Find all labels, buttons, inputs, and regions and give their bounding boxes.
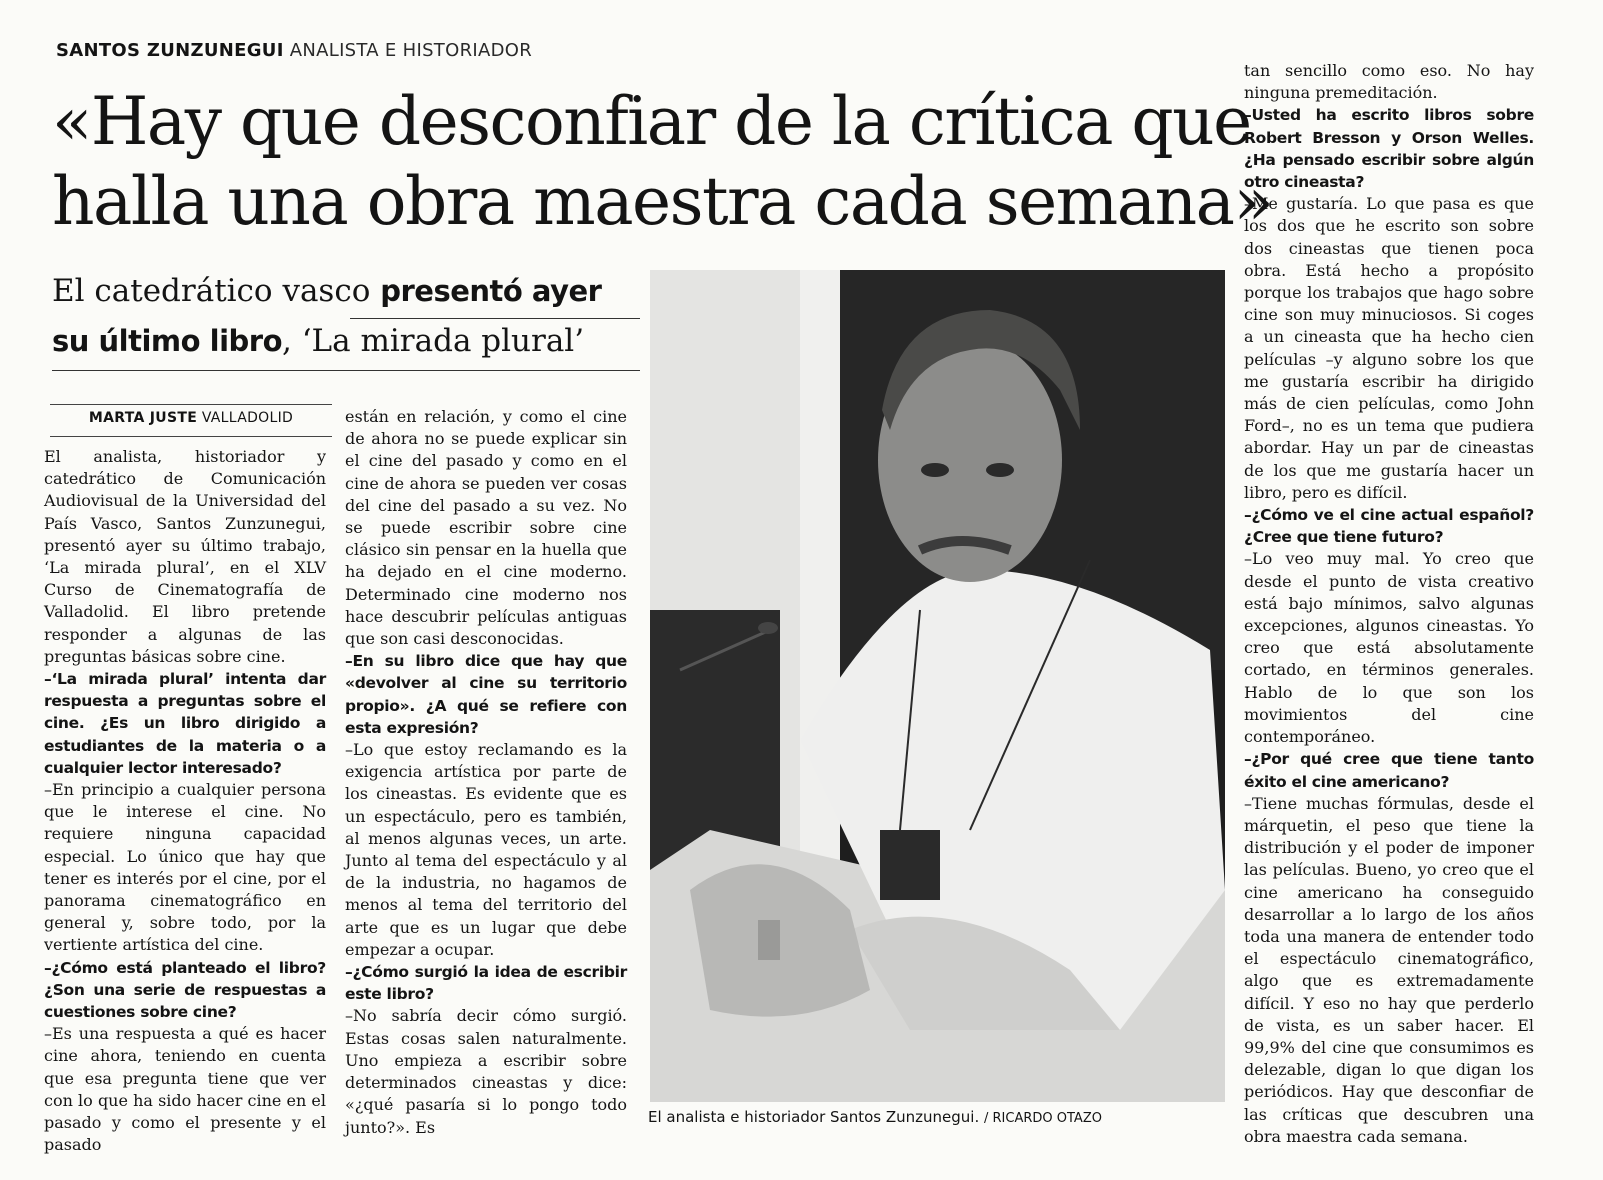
kicker-role: ANALISTA E HISTORIADOR	[289, 40, 533, 61]
subhead-divider-1	[350, 318, 640, 319]
interview-question: –¿Cómo surgió la idea de escribir este libro?	[345, 963, 627, 1004]
interview-question: –En su libro dice que hay que «devolver al cine su territorio propio». ¿A qué se refiere con esta expresión?	[345, 652, 627, 737]
photo-caption-text: El analista e historiador Santos Zunzunegui.	[648, 1108, 980, 1126]
interview-question: –¿Cómo está planteado el libro? ¿Son una serie de respuestas a cuestiones sobre cine?	[44, 958, 326, 1022]
subhead-part-3: su último libro	[52, 324, 282, 358]
article-paragraph: –Me gustaría. Lo que pasa es que los dos que he escrito son sobre dos cineastas que tienen poca obra. Está hecho a propósito porque los trabajos que hago sobre cine son muy minuciosos. Si coges a un cineasta que ha hecho cien películas –y alguno sobre los que me gustaría escribir ha dirigido más de cien películas, como John Ford–, no es un tema que pudiera abordar. Hay un par de cineastas de los que me gustaría hacer un libro, pero es difícil.	[1244, 194, 1534, 502]
byline	[50, 404, 332, 437]
headline-line-1: «Hay que desconfiar de la crítica que	[52, 83, 1251, 160]
kicker-name: SANTOS ZUNZUNEGUI	[56, 40, 284, 61]
interview-question: –¿Por qué cree que tiene tanto éxito el cine americano?	[1244, 750, 1534, 791]
article-column-1	[44, 446, 326, 1157]
subhead-line-1	[52, 266, 640, 316]
article-paragraph: –En principio a cualquier persona que le interese el cine. No requiere ninguna capacidad especial. Lo único que hay que tener es interés por el cine, por el panorama cinematográfico en general y, sobre todo, por la vertiente artística del cine.	[44, 780, 326, 955]
article-column-3	[1244, 60, 1534, 1148]
byline-place: VALLADOLID	[201, 410, 294, 426]
portrait-image	[650, 270, 1225, 1102]
kicker	[56, 40, 532, 61]
article-paragraph: –Lo veo muy mal. Yo creo que desde el punto de vista creativo está bajo mínimos, salvo algunas excepciones, algunos cineastas. Yo creo que está absolutamente cortado, en términos generales. Hablo de lo que son los movimientos del cine contemporáneo.	[1244, 549, 1534, 747]
article-paragraph: –No sabría decir cómo surgió. Estas cosas salen naturalmente. Uno empieza a escribir sobre determinados cineastas y dice: «¿qué pasaría si lo pongo todo junto?». Es	[345, 1006, 627, 1137]
subhead-part-4: , ‘La mirada plural’	[282, 323, 585, 359]
headline	[52, 82, 1273, 242]
article-paragraph: tan sencillo como eso. No hay ninguna premeditación.	[1244, 61, 1534, 103]
article-paragraph: están en relación, y como el cine de ahora no se puede explicar sin el cine del pasado y como en el cine de ahora se pueden ver cosas del cine del pasado a su vez. No se puede escribir sobre cine clásico sin pensar en la huella que ha dejado en el cine moderno. Determinado cine moderno nos hace descubrir películas antiguas que son casi desconocidas.	[345, 407, 627, 649]
article-paragraph: –Tiene muchas fórmulas, desde el márquetin, el peso que tiene la distribución y el poder de imponer las películas. Bueno, yo creo que el cine americano ha conseguido desarrollar a lo largo de los años toda una manera de entender todo el espectáculo cinematográfico, algo que es extremadamente difícil. Y eso no hay que perderlo de vista, es un saber hacer. El 99,9% del cine que consumimos es delezable, digan lo que digan los periódicos. Hay que desconfiar de las críticas que descubren una obra maestra cada semana.	[1244, 793, 1534, 1146]
subhead-part-1: El catedrático vasco	[52, 273, 381, 309]
article-paragraph: –Lo que estoy reclamando es la exigencia artística por parte de los cineastas. Es evidente que es un espectáculo, pero es también, al menos algunas veces, un arte. Junto al tema del espectáculo y al de la industria, no hagamos de menos al tema del territorio del arte que es un lugar que debe empezar a ocupar.	[345, 740, 627, 959]
article-paragraph: El analista, historiador y catedrático de Comunicación Audiovisual de la Universidad del País Vasco, Santos Zunzunegui, presentó ayer su último trabajo, ‘La mirada plural’, en el XLV Curso de Cinematografía de Valladolid. El libro pretende responder a algunas de las preguntas básicas sobre cine.	[44, 447, 326, 666]
article-paragraph: –Es una respuesta a qué es hacer cine ahora, teniendo en cuenta que esa pregunta tiene que ver con lo que ha sido hacer cine en el pasado y como el presente y el pasado	[44, 1024, 326, 1155]
subhead-part-2: presentó ayer	[380, 274, 602, 308]
portrait-photo	[650, 270, 1225, 1102]
photo-credit: / RICARDO OTAZO	[984, 1111, 1102, 1126]
subhead	[52, 266, 640, 366]
photo-caption	[648, 1108, 1238, 1126]
headline-line-2: halla una obra maestra cada semana»	[52, 163, 1273, 240]
interview-question: –Usted ha escrito libros sobre Robert Bresson y Orson Welles. ¿Ha pensado escribir sobre algún otro cineasta?	[1244, 106, 1534, 192]
subhead-line-2	[52, 316, 640, 366]
article-column-2	[345, 406, 627, 1139]
interview-question: –‘La mirada plural’ intenta dar respuesta a preguntas sobre el cine. ¿Es un libro dirigido a estudiantes de la materia o a cualquier lector interesado?	[44, 670, 326, 777]
subhead-divider-2	[52, 370, 640, 371]
byline-author: MARTA JUSTE	[88, 410, 198, 426]
interview-question: –¿Cómo ve el cine actual español? ¿Cree que tiene futuro?	[1244, 506, 1534, 547]
